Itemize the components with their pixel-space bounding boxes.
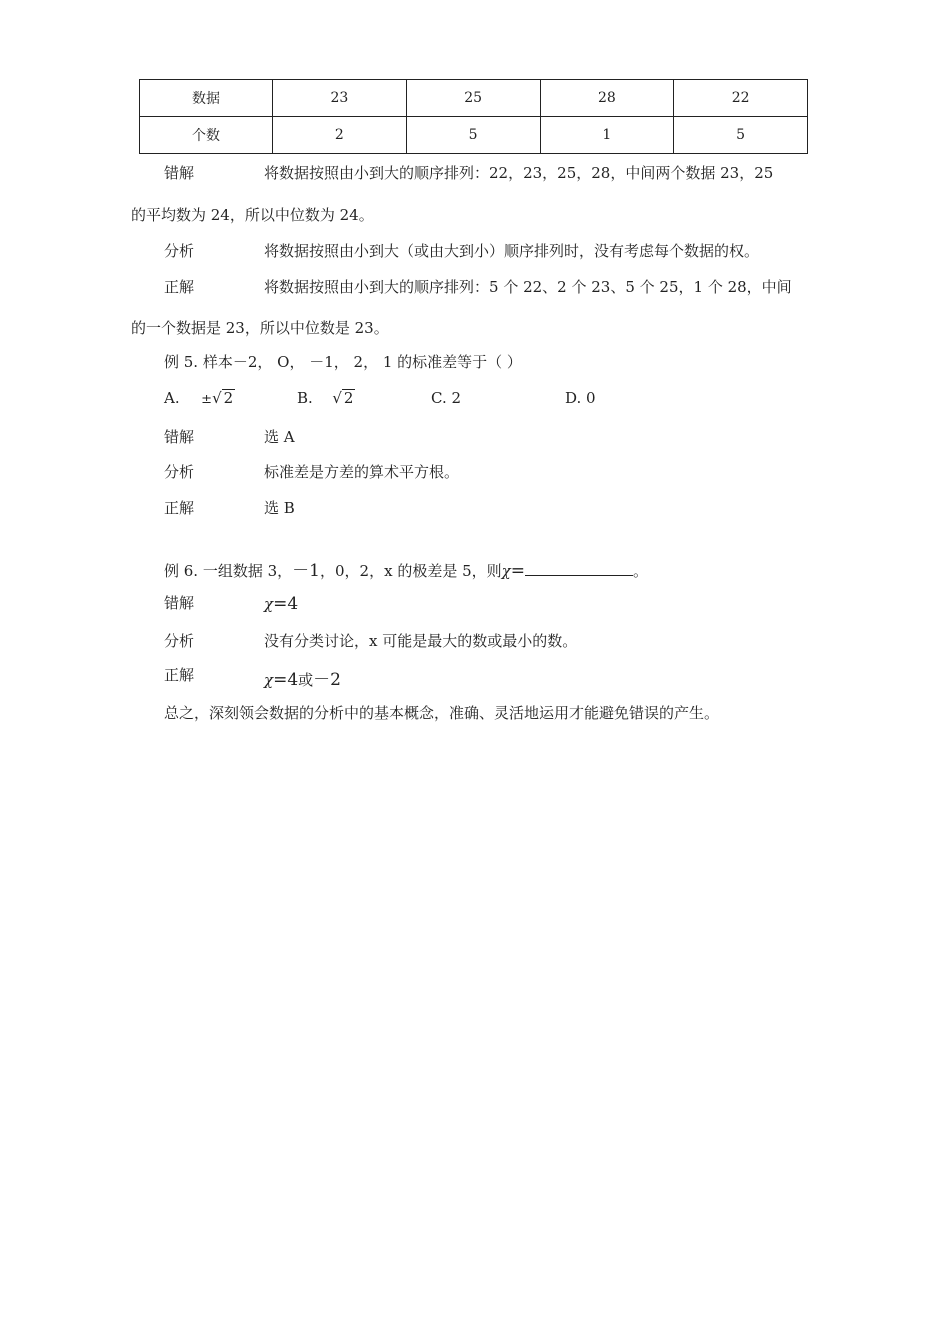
table-cell: 5 bbox=[406, 117, 540, 154]
analysis-text: 标准差是方差的算术平方根。 bbox=[264, 463, 460, 481]
correct-solution-label: 正解 bbox=[164, 278, 195, 296]
table-cell: 1 bbox=[540, 117, 674, 154]
variable-x: χ bbox=[501, 562, 511, 580]
row-header: 个数 bbox=[140, 117, 273, 154]
correct-solution-text: 将数据按照由小到大的顺序排列：5 个 22、2 个 23、5 个 25，1 个 28，中间 bbox=[264, 278, 792, 296]
table-cell: 2 bbox=[273, 117, 407, 154]
sqrt-symbol: √ 2 bbox=[212, 389, 234, 407]
wrong-solution-text: 选 A bbox=[264, 428, 295, 446]
table-cell: 22 bbox=[674, 80, 808, 117]
stem-end: 。 bbox=[632, 562, 648, 580]
table-row bbox=[140, 117, 808, 154]
wrong-solution-text: 将数据按照由小到大的顺序排列：22，23，25，28，中间两个数据 23，25 bbox=[264, 164, 774, 182]
correct-solution-text: 选 B bbox=[264, 499, 295, 517]
wrong-solution-text-cont: 的平均数为 24，所以中位数为 24。 bbox=[131, 206, 374, 224]
table-cell: 23 bbox=[273, 80, 407, 117]
equals-sign: = bbox=[510, 561, 525, 581]
analysis-label: 分析 bbox=[164, 632, 195, 650]
table-cell: 25 bbox=[406, 80, 540, 117]
negative-one: －1 bbox=[292, 561, 320, 581]
option-b bbox=[297, 389, 355, 407]
wrong-solution-label: 错解 bbox=[164, 428, 195, 446]
summary-text: 总之，深刻领会数据的分析中的基本概念，准确、灵活地运用才能避免错误的产生。 bbox=[164, 704, 720, 722]
stem-text-cont: ，0，2，x 的极差是 5，则 bbox=[320, 562, 502, 580]
correct-solution-math: χ=4或－2 bbox=[264, 670, 341, 690]
analysis-label: 分析 bbox=[164, 463, 195, 481]
answer-blank bbox=[525, 561, 633, 576]
wrong-solution-label: 错解 bbox=[164, 594, 195, 612]
table-cell: 5 bbox=[674, 117, 808, 154]
wrong-solution-math: χ=4 bbox=[264, 594, 299, 614]
analysis-text: 没有分类讨论，x 可能是最大的数或最小的数。 bbox=[264, 632, 578, 650]
sqrt-symbol: √ 2 bbox=[332, 389, 354, 407]
correct-solution-text-cont: 的一个数据是 23，所以中位数是 23。 bbox=[131, 319, 389, 337]
option-d: D. 0 bbox=[565, 389, 596, 407]
row-header: 数据 bbox=[140, 80, 273, 117]
correct-solution-label: 正解 bbox=[164, 666, 195, 684]
option-c: C. 2 bbox=[431, 389, 462, 407]
example-5-stem: 例 5. 样本－2， O， －1， 2， 1 的标准差等于（ ） bbox=[164, 353, 522, 371]
data-table bbox=[139, 79, 808, 154]
option-b-prefix: B. bbox=[297, 389, 313, 407]
table-cell: 28 bbox=[540, 80, 674, 117]
table-row bbox=[140, 80, 808, 117]
analysis-label: 分析 bbox=[164, 242, 195, 260]
option-a bbox=[164, 389, 235, 407]
option-a-prefix: A. bbox=[164, 389, 180, 407]
correct-solution-label: 正解 bbox=[164, 499, 195, 517]
wrong-solution-label: 错解 bbox=[164, 164, 195, 182]
analysis-text: 将数据按照由小到大（或由大到小）顺序排列时，没有考虑每个数据的权。 bbox=[264, 242, 760, 260]
stem-text: 例 6. 一组数据 3， bbox=[164, 562, 293, 580]
example-6-stem bbox=[164, 556, 648, 581]
plus-minus-sign: ± bbox=[201, 392, 213, 407]
